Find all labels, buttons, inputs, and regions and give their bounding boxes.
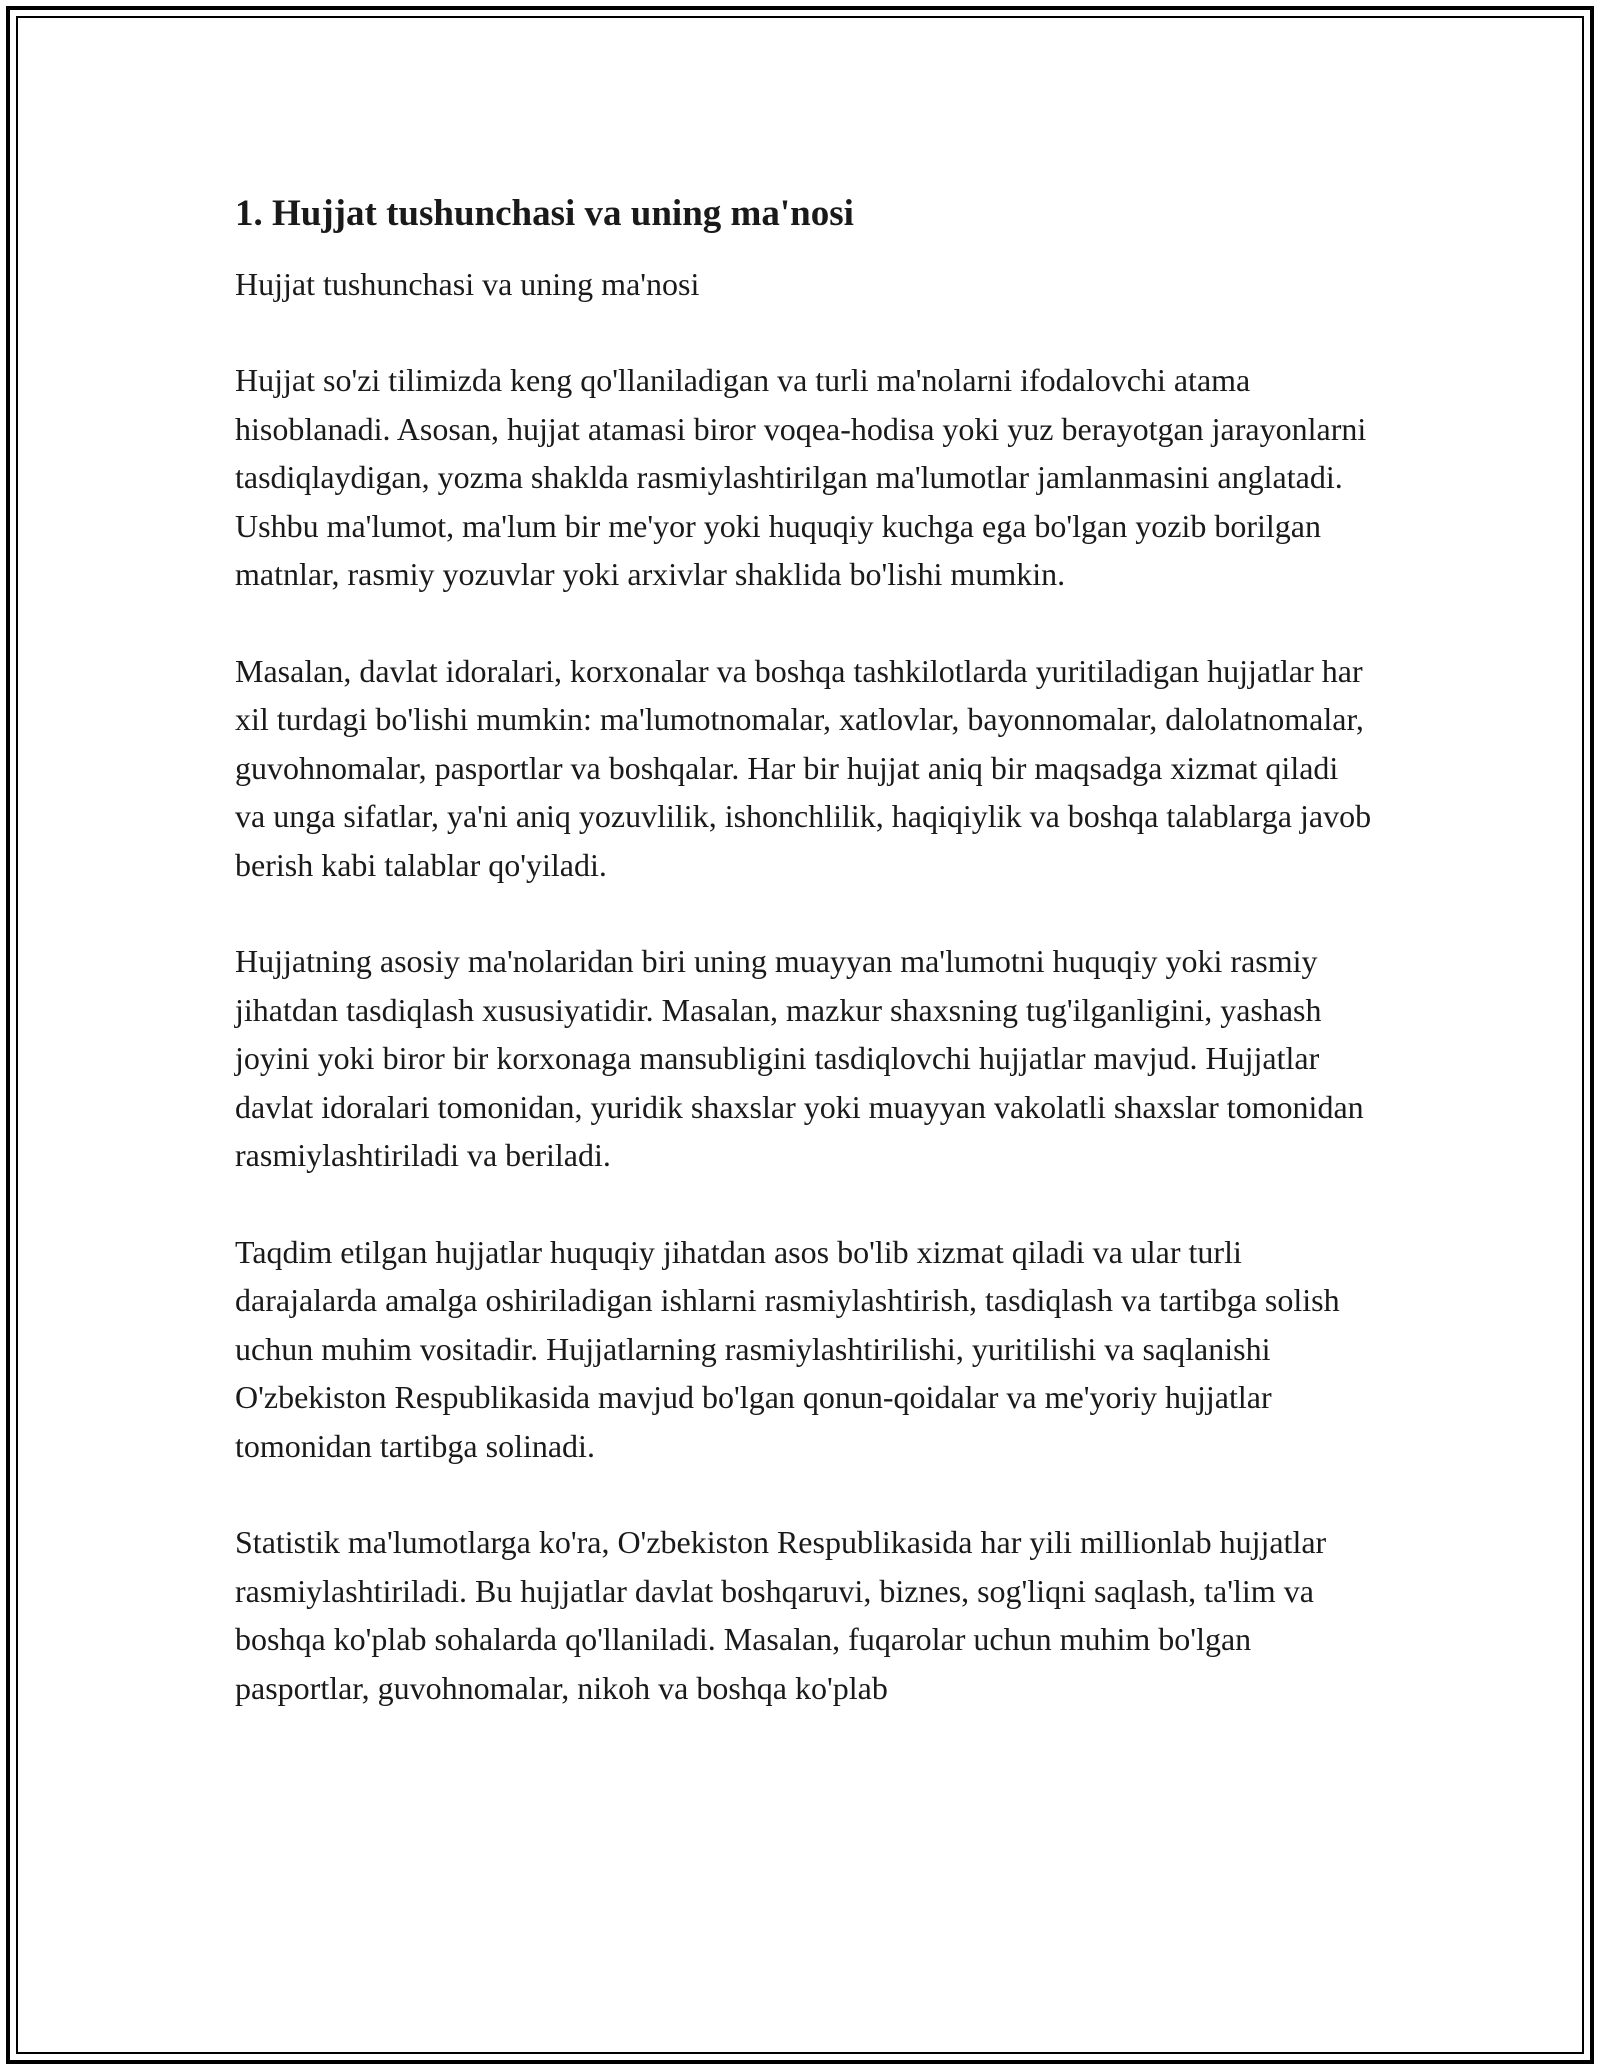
paragraph-3: Hujjatning asosiy ma'nolaridan biri uning muayyan ma'lumotni huquqiy yoki rasmiy jihatdan tasdiqlash xususiyatidir. Masalan, mazkur shaxsning tug'ilganligini, yashash joyini yoki biror bir korxonaga mansubligini tasdiqlovchi hujjatlar mavjud. Hujjatlar davlat idoralari tomonidan, yuridik shaxslar yoki muayyan vakolatli shaxslar tomonidan rasmiylashtiriladi va beriladi.	[235, 943, 1364, 1174]
paragraph-5: Statistik ma'lumotlarga ko'ra, O'zbekiston Respublikasida har yili millionlab hujjatlar rasmiylashtiriladi. Bu hujjatlar davlat boshqaruvi, biznes, sog'liqni saqlash, ta'lim va boshqa ko'plab sohalarda qo'llaniladi. Masalan, fuqarolar uchun muhim bo'lgan pasportlar, guvohnomalar, nikoh va boshqa ko'plab	[235, 1524, 1327, 1706]
section-heading: 1. Hujjat tushunchasi va uning ma'nosi	[235, 193, 854, 234]
document-body	[235, 180, 1375, 1712]
paragraph-4: Taqdim etilgan hujjatlar huquqiy jihatdan asos bo'lib xizmat qiladi va ular turli darajalarda amalga oshiriladigan ishlarni rasmiylashtirish, tasdiqlash va tartibga solish uchun muhim vositadir. Hujjatlarning rasmiylashtirilishi, yuritilishi va saqlanishi O'zbekiston Respublikasida mavjud bo'lgan qonun-qoidalar va me'yoriy hujjatlar tomonidan tartibga solinadi.	[235, 1233, 1340, 1464]
paragraph-2: Masalan, davlat idoralari, korxonalar va boshqa tashkilotlarda yuritiladigan hujjatlar har xil turdagi bo'lishi mumkin: ma'lumotnomalar, xatlovlar, bayonnomalar, dalolatnomalar, guvohnomalar, pasportlar va boshqalar. Har bir hujjat aniq bir maqsadga xizmat qiladi va unga sifatlar, ya'ni aniq yozuvlilik, ishonchlilik, haqiqiylik va boshqa talablarga javob berish kabi talablar qo'yiladi.	[235, 652, 1372, 883]
paragraph-1: Hujjat so'zi tilimizda keng qo'llaniladigan va turli ma'nolarni ifodalovchi atama hisoblanadi. Asosan, hujjat atamasi biror voqea-hodisa yoki yuz berayotgan jarayonlarni tasdiqlaydigan, yozma shaklda rasmiylashtirilgan ma'lumotlar jamlanmasini anglatadi. Ushbu ma'lumot, ma'lum bir me'yor yoki huquqiy kuchga ega bo'lgan yozib borilgan matnlar, rasmiy yozuvlar yoki arxivlar shaklida bo'lishi mumkin.	[235, 362, 1367, 593]
section-subtitle: Hujjat tushunchasi va uning ma'nosi	[235, 266, 700, 303]
